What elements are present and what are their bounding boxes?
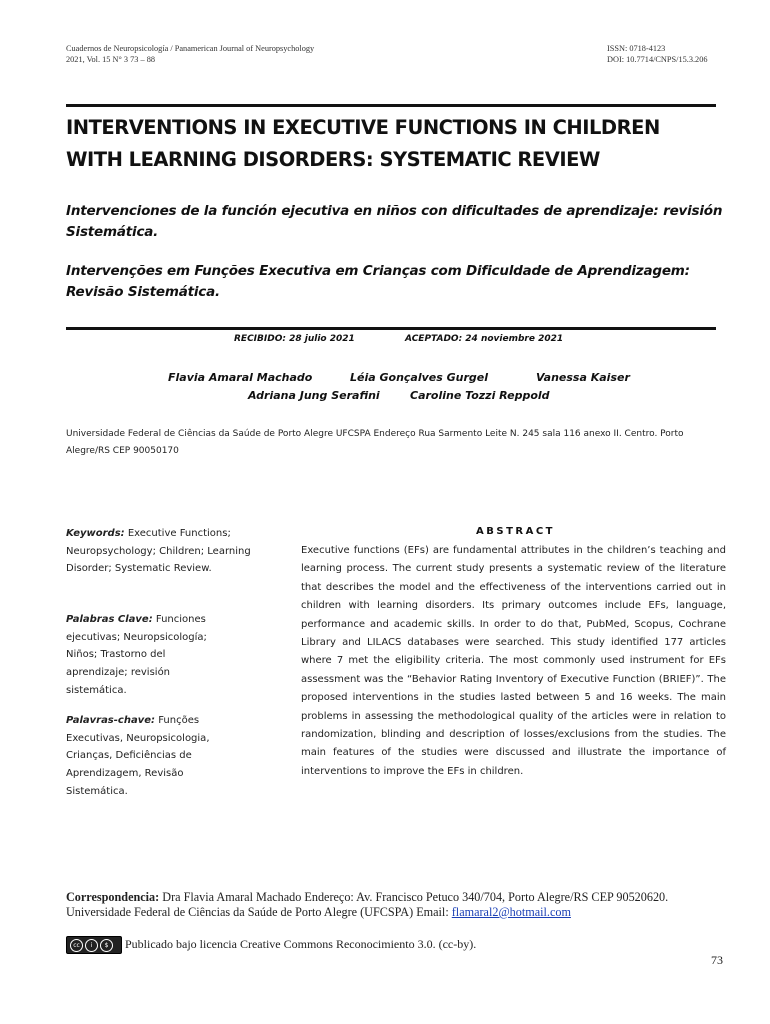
- keywords-portuguese-label: Palavras-chave:: [66, 715, 156, 726]
- subtitle-portuguese: Intervenções em Funções Executiva em Crianças com Dificuldade de Aprendizagem: Revisão Sistemática.: [66, 263, 690, 300]
- license-line: [66, 936, 476, 954]
- title-line-1: INTERVENTIONS IN EXECUTIVE FUNCTIONS IN CHILDREN: [66, 116, 660, 139]
- page-number: 73: [711, 953, 723, 967]
- doi: DOI: 10.7714/CNPS/15.3.206: [607, 54, 708, 64]
- cc-by-license-icon[interactable]: cc i $: [66, 936, 122, 954]
- paper-title: [66, 112, 746, 176]
- journal-name: Cuadernos de Neuropsicología / Panamerican Journal of Neuropsychology: [66, 44, 315, 53]
- keywords-spanish-text: Funciones ejecutivas; Neuropsicología; Niños; Trastorno del aprendizaje; revisión sistemática.: [66, 614, 207, 696]
- journal-header: [66, 44, 314, 65]
- author-5: Caroline Tozzi Reppold: [410, 389, 550, 402]
- correspondence-email-link[interactable]: flamaral2@hotmail.com: [451, 905, 571, 919]
- title-line-2: WITH LEARNING DISORDERS: SYSTEMATIC REVIEW: [66, 148, 600, 171]
- correspondence-label: Correspondencia:: [66, 890, 160, 904]
- issn-block: [607, 44, 708, 65]
- keywords-english-label: Keywords:: [66, 528, 125, 539]
- keywords-portuguese: [66, 712, 236, 801]
- subtitle-spanish: Intervenciones de la función ejecutiva en niños con dificultades de aprendizaje: revisión Sistemática.: [66, 203, 723, 240]
- keywords-spanish-label: Palabras Clave:: [66, 614, 153, 625]
- affiliation: Universidade Federal de Ciências da Saúde de Porto Alegre UFCSPA Endereço Rua Sarmento Leite N. 245 sala 116 anexo II. Centro. Porto Alegre/RS CEP 90050170: [66, 429, 684, 456]
- author-4: Adriana Jung Serafini: [248, 389, 380, 402]
- abstract-heading: ABSTRACT: [476, 526, 555, 537]
- correspondence-text: Dra Flavia Amaral Machado Endereço: Av. Francisco Petuco 340/704, Porto Alegre/RS CEP 90520620. Universidade Federal de Ciências da Saúde de Porto Alegre (UFCSPA) Email:: [66, 890, 669, 919]
- license-text: Publicado bajo licencia Creative Commons Reconocimiento 3.0. (cc-by).: [125, 936, 477, 951]
- author-3: Vanessa Kaiser: [536, 371, 630, 384]
- keywords-spanish: [66, 611, 226, 700]
- author-2: Léia Gonçalves Gurgel: [350, 371, 489, 384]
- volume-info: 2021, Vol. 15 N° 3 73 – 88: [66, 54, 155, 64]
- abstract-body: Executive functions (EFs) are fundamental attributes in the children’s teaching and learning process. The current study presents a systematic review of the literature that describes the model and the effectiveness of the interventions carried out in children with learning disorders. Its primary outcomes include EFs, language, performance and academic skills. In order to do that, PubMed, Scopus, Cochrane Library and LILACS databases were searched. This study identified 177 articles where 7 met the eligibility criteria. The most commonly used instrument for EFs assessment was the “Behavior Rating Inventory of Executive Function (BRIEF)”. The proposed interventions in the studies lasted between 5 and 16 weeks. The main problems in assessing the methodological quality of the articles were in relation to randomization, blinding and description of losses/exclusions from the studies. The main features of the studies were discussed and illustrate the importance of interventions to improve the EFs in children.: [301, 545, 726, 777]
- author-1: Flavia Amaral Machado: [168, 371, 313, 384]
- received-date: RECIBIDO: 28 julio 2021: [234, 334, 355, 344]
- keywords-english-text: Executive Functions; Neuropsychology; Children; Learning Disorder; Systematic Review.: [66, 528, 251, 575]
- issn: ISSN: 0718-4123: [607, 44, 666, 53]
- keywords-english: [66, 525, 266, 578]
- correspondence: [66, 890, 726, 920]
- title-bottom-rule: [66, 327, 716, 330]
- accepted-date: ACEPTADO: 24 noviembre 2021: [405, 334, 564, 344]
- keywords-portuguese-text: Funções Executivas, Neuropsicologia, Crianças, Deficiências de Aprendizagem, Revisão Sistemática.: [66, 715, 210, 797]
- title-top-rule: [66, 104, 716, 107]
